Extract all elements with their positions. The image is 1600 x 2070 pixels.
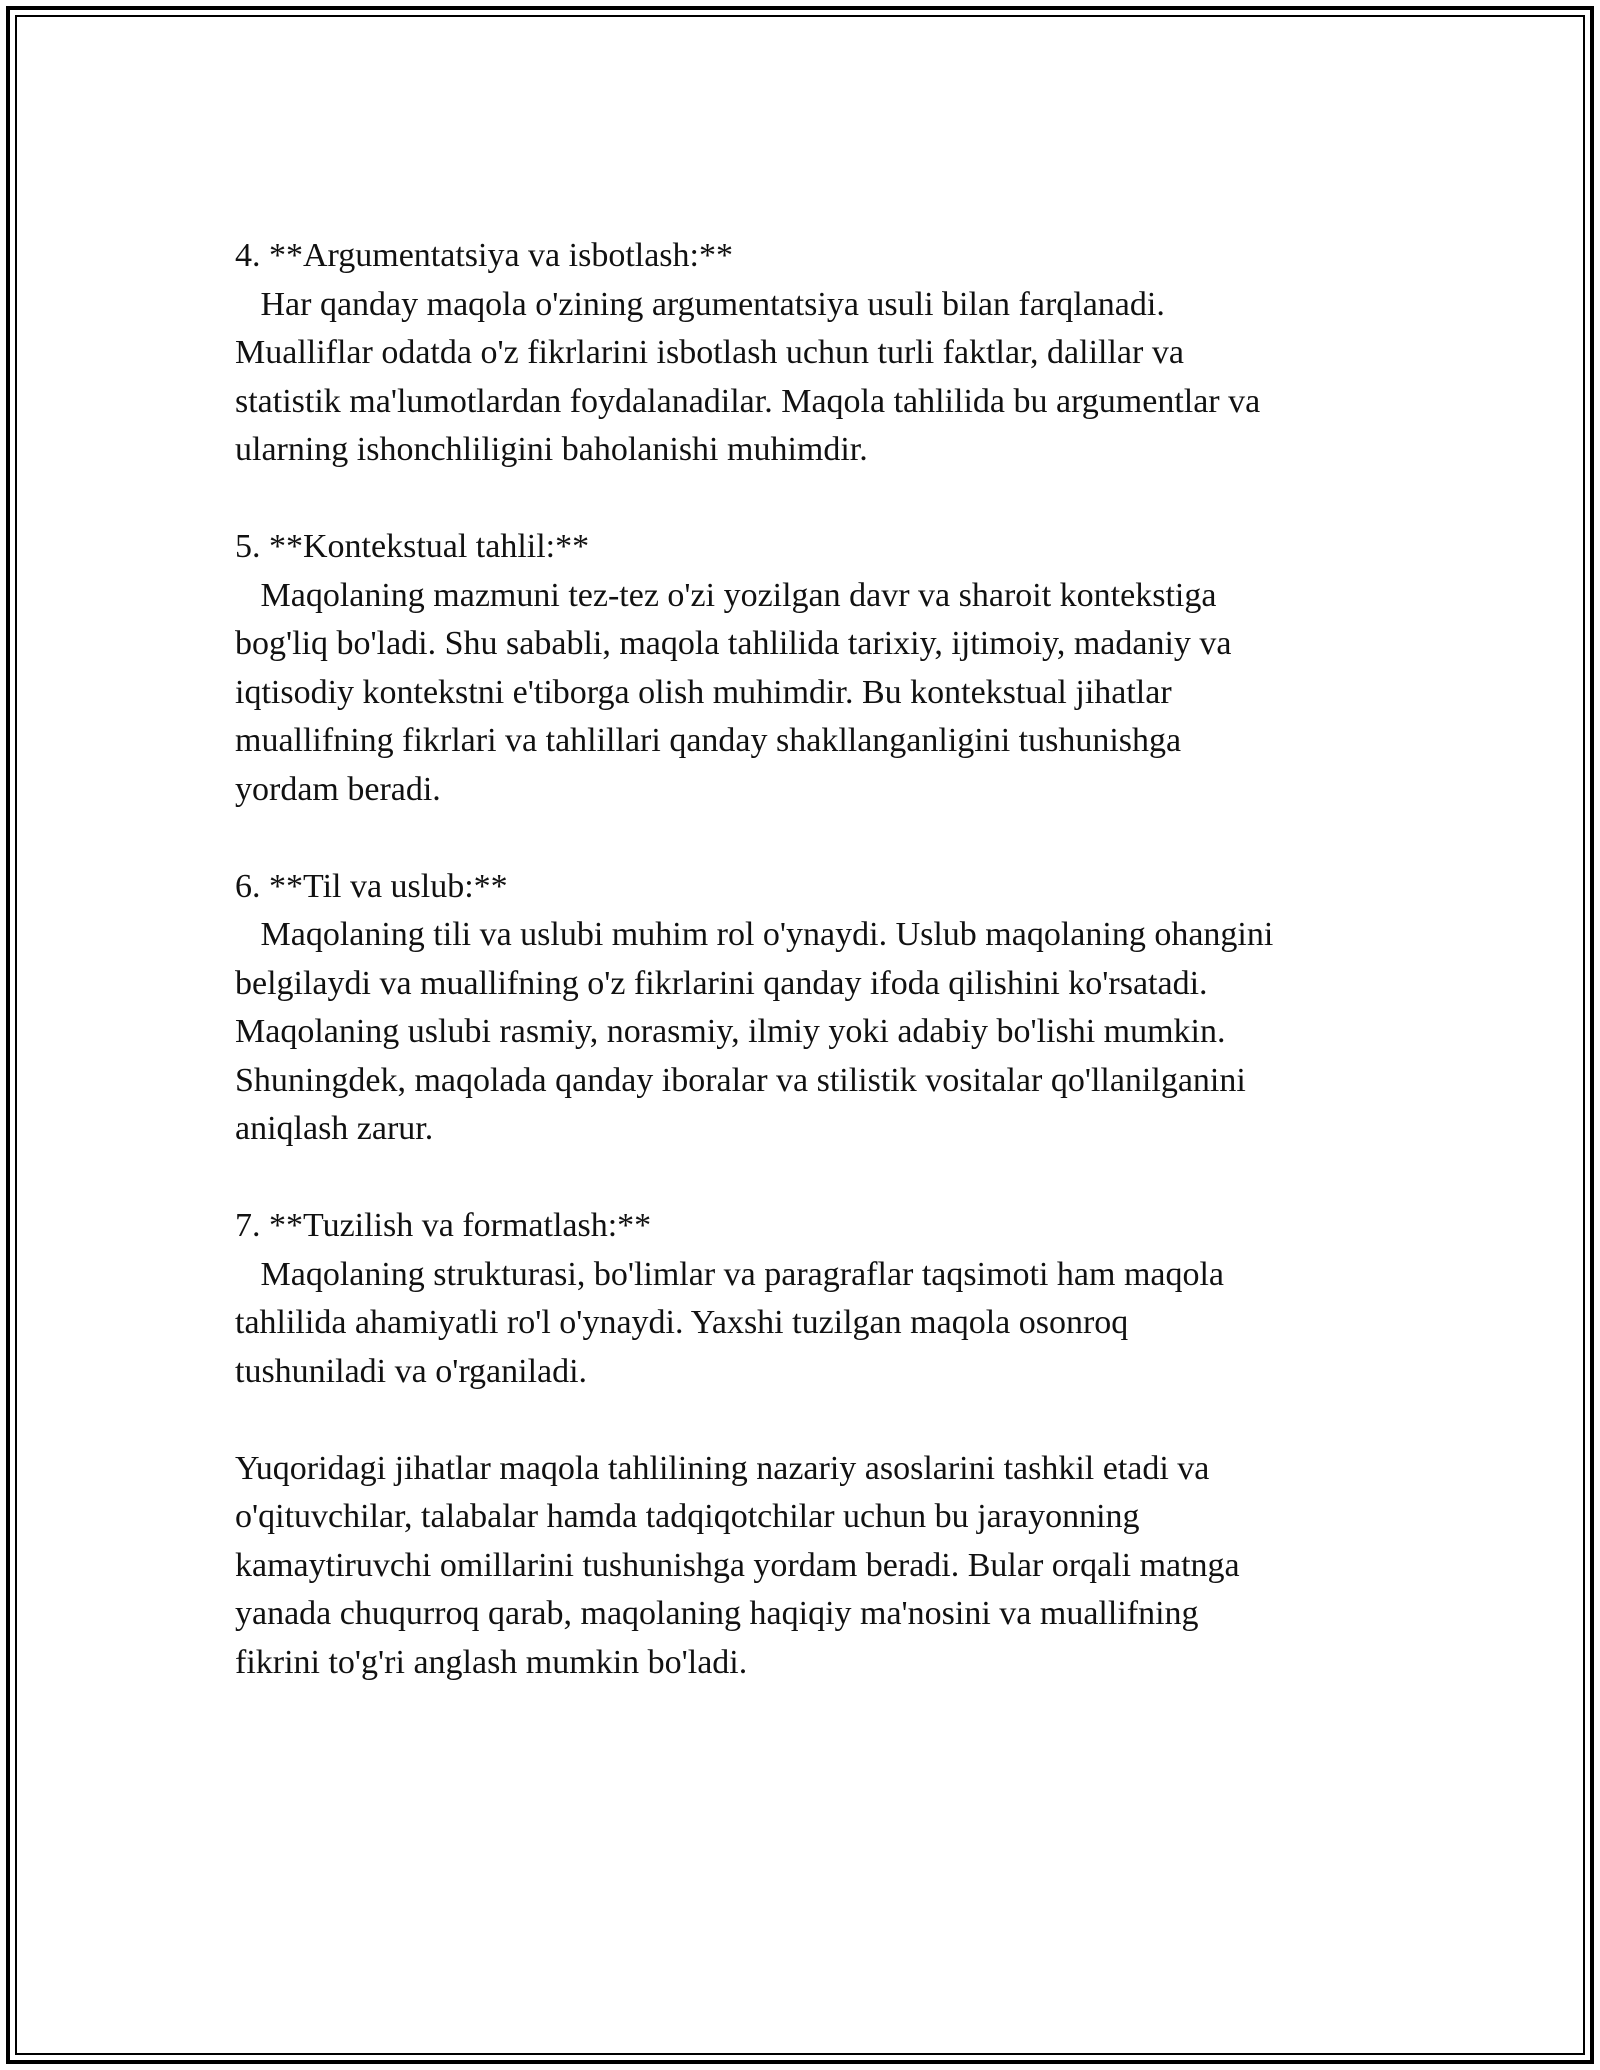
section-argumentatsiya: [235, 232, 1415, 475]
section-conclusion: [235, 1445, 1415, 1688]
section-tuzilish-va-formatlash: [235, 1202, 1415, 1396]
paragraph-line: muallifning fikrlari va tahlillari qanday shakllanganligini tushunishga: [235, 722, 1182, 759]
paragraph-line: o'qituvchilar, talabalar hamda tadqiqotchilar uchun bu jarayonning: [235, 1498, 1140, 1535]
section-til-va-uslub: [235, 863, 1415, 1154]
paragraph-line: yordam beradi.: [235, 770, 441, 808]
paragraph-line: aniqlash zarur.: [235, 1110, 434, 1147]
paragraph-line: yanada chuqurroq qarab, maqolaning haqiqiy ma'nosini va muallifning: [235, 1595, 1199, 1632]
section-heading: 6. **Til va uslub:**: [235, 867, 508, 905]
paragraph-line: Maqolaning tili va uslubi muhim rol o'ynaydi. Uslub maqolaning ohangini: [235, 916, 1274, 953]
paragraph-line: Maqolaning uslubi rasmiy, norasmiy, ilmiy yoki adabiy bo'lishi mumkin.: [235, 1013, 1226, 1050]
paragraph-line: Har qanday maqola o'zining argumentatsiya usuli bilan farqlanadi.: [235, 285, 1165, 323]
document-body: [235, 232, 1415, 1736]
paragraph-line: iqtisodiy kontekstni e'tiborga olish muhimdir. Bu kontekstual jihatlar: [235, 673, 1172, 711]
paragraph-line: Mualliflar odatda o'z fikrlarini isbotlash uchun turli faktlar, dalillar va: [235, 334, 1184, 371]
paragraph-line: bog'liq bo'ladi. Shu sababli, maqola tahlilida tarixiy, ijtimoiy, madaniy va: [235, 625, 1232, 662]
paragraph-line: Maqolaning strukturasi, bo'limlar va paragraflar taqsimoti ham maqola: [235, 1255, 1225, 1293]
paragraph-line: belgilaydi va muallifning o'z fikrlarini qanday ifoda qilishini ko'rsatadi.: [235, 964, 1208, 1002]
paragraph-line: fikrini to'g'ri anglash mumkin bo'ladi.: [235, 1643, 748, 1681]
section-heading: 7. **Tuzilish va formatlash:**: [235, 1207, 652, 1244]
paragraph-line: Maqolaning mazmuni tez-tez o'zi yozilgan davr va sharoit kontekstiga: [235, 576, 1217, 614]
paragraph-line: tushuniladi va o'rganiladi.: [235, 1352, 588, 1390]
paragraph-line: tahlilida ahamiyatli ro'l o'ynaydi. Yaxshi tuzilgan maqola osonroq: [235, 1304, 1129, 1341]
paragraph-line: kamaytiruvchi omillarini tushunishga yordam beradi. Bular orqali matnga: [235, 1546, 1240, 1584]
section-heading: 5. **Kontekstual tahlil:**: [235, 528, 590, 565]
paragraph-line: statistik ma'lumotlardan foydalanadilar. Maqola tahlilida bu argumentlar va: [235, 382, 1261, 420]
section-heading: 4. **Argumentatsiya va isbotlash:**: [235, 237, 733, 274]
paragraph-line: ularning ishonchliligini baholanishi muhimdir.: [235, 431, 868, 468]
paragraph-line: Yuqoridagi jihatlar maqola tahlilining nazariy asoslarini tashkil etadi va: [235, 1449, 1210, 1487]
paragraph-line: Shuningdek, maqolada qanday iboralar va stilistik vositalar qo'llanilganini: [235, 1061, 1246, 1099]
section-kontekstual-tahlil: [235, 523, 1415, 814]
